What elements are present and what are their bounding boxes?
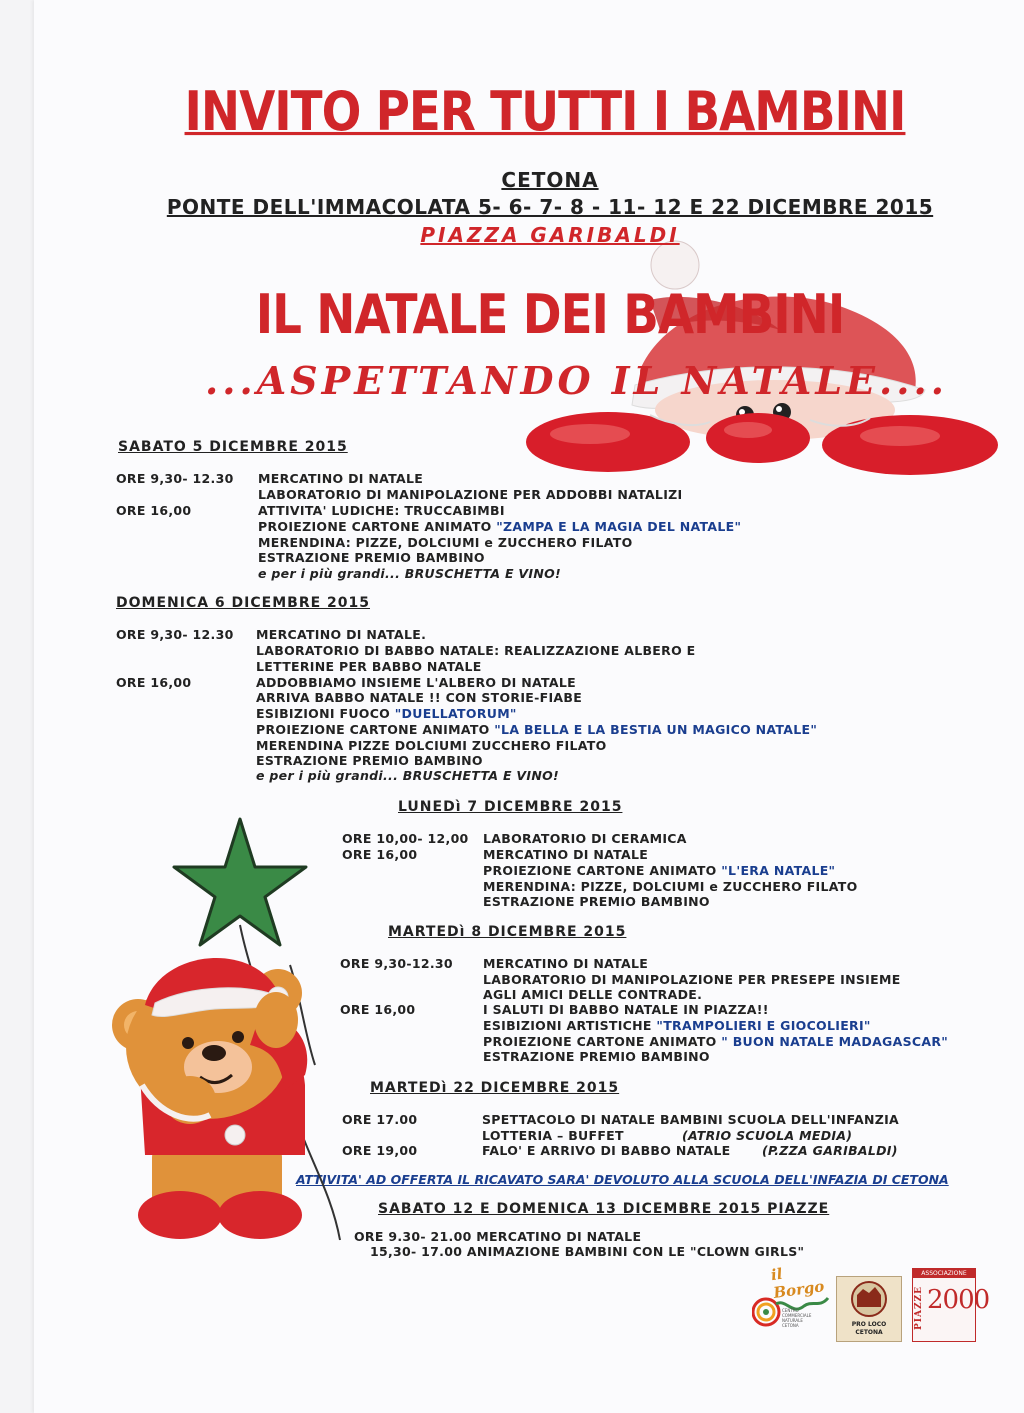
activity-line: ARRIVA BABBO NATALE !! CON STORIE-FIABE — [256, 690, 583, 705]
activity-line: ESTRAZIONE PREMIO BAMBINO — [483, 1049, 710, 1064]
activity-line: LABORATORIO DI MANIPOLAZIONE PER ADDOBBI NATALIZI — [258, 487, 683, 502]
activity-line: ATTIVITA' LUDICHE: TRUCCABIMBI — [258, 503, 505, 518]
teddy-bear-illustration — [100, 815, 360, 1255]
activity-line: PROIEZIONE CARTONE ANIMATO "LA BELLA E LA BESTIA UN MAGICO NATALE" — [256, 722, 818, 737]
piazze-2000-logo — [912, 1268, 990, 1342]
activity-line: MERENDINA: PIZZE, DOLCIUMI e ZUCCHERO FILATO — [483, 879, 858, 894]
pro-loco-emblem-icon — [837, 1277, 901, 1323]
activity-line: MERENDINA: PIZZE, DOLCIUMI e ZUCCHERO FILATO — [258, 535, 633, 550]
borgo-name: il Borgo — [769, 1264, 826, 1302]
activity-line: MERENDINA PIZZE DOLCIUMI ZUCCHERO FILATO — [256, 738, 607, 753]
poster-title: INVITO PER TUTTI I BAMBINI — [184, 80, 906, 144]
activity-line: FALO' E ARRIVO DI BABBO NATALE — [482, 1143, 731, 1158]
time-slot: ORE 17.00 — [342, 1112, 418, 1127]
section-heading-sat5: SABATO 5 DICEMBRE 2015 — [118, 439, 348, 455]
time-slot: ORE 9,30- 12.30 — [116, 471, 234, 486]
section-heading-sun6: DOMENICA 6 DICEMBRE 2015 — [116, 595, 370, 611]
activity-line: ESIBIZIONI FUOCO "DUELLATORUM" — [256, 706, 517, 721]
activity-line: PROIEZIONE CARTONE ANIMATO " BUON NATALE MADAGASCAR" — [483, 1034, 949, 1049]
time-slot: ORE 9,30-12.30 — [340, 956, 453, 971]
section-heading-weekend: SABATO 12 E DOMENICA 13 DICEMBRE 2015 PIAZZE — [378, 1201, 830, 1217]
activity-line: LABORATORIO DI MANIPOLAZIONE PER PRESEPE INSIEME — [483, 972, 901, 987]
activity-line: SPETTACOLO DI NATALE BAMBINI SCUOLA DELL'INFANZIA — [482, 1112, 900, 1127]
activity-line: MERCATINO DI NATALE — [483, 956, 649, 971]
activity-line: MERCATINO DI NATALE — [258, 471, 424, 486]
event-place: PIAZZA GARIBALDI — [420, 223, 680, 247]
section-heading-tue22: MARTEDì 22 DICEMBRE 2015 — [370, 1080, 620, 1096]
activity-line: ADDOBBIAMO INSIEME L'ALBERO DI NATALE — [256, 675, 576, 690]
assoc-year: 2000 — [927, 1285, 990, 1315]
activity-line: MERCATINO DI NATALE. — [256, 627, 427, 642]
section-heading-tue8: MARTEDì 8 DICEMBRE 2015 — [388, 924, 627, 940]
event-title: IL NATALE DEI BAMBINI — [255, 283, 845, 347]
il-borgo-logo — [752, 1264, 832, 1340]
activity-location: (ATRIO SCUOLA MEDIA) — [682, 1128, 853, 1143]
assoc-label: ASSOCIAZIONE — [913, 1269, 975, 1278]
activity-line: LOTTERIA – BUFFET — [482, 1128, 624, 1143]
activity-line: I SALUTI DI BABBO NATALE IN PIAZZA!! — [483, 1002, 769, 1017]
activity-location: (P.ZZA GARIBALDI) — [762, 1143, 898, 1158]
activity-line: LABORATORIO DI BABBO NATALE: REALIZZAZIONE ALBERO E — [256, 643, 696, 658]
activity-line: 15,30- 17.00 ANIMAZIONE BAMBINI CON LE "CLOWN GIRLS" — [370, 1244, 805, 1259]
activity-line: ESTRAZIONE PREMIO BAMBINO — [258, 550, 485, 565]
event-tagline: ...ASPETTANDO IL NATALE.... — [205, 358, 948, 403]
activity-line: ESIBIZIONI ARTISTICHE "TRAMPOLIERI E GIOCOLIERI" — [483, 1018, 871, 1033]
time-slot: ORE 9,30- 12.30 — [116, 627, 234, 642]
activity-line: PROIEZIONE CARTONE ANIMATO "L'ERA NATALE" — [483, 863, 836, 878]
time-slot: ORE 10,00- 12,00 — [342, 831, 469, 846]
town-name: CETONA — [501, 168, 599, 192]
time-slot: ORE 19,00 — [342, 1143, 418, 1158]
activity-line: e per i più grandi... BRUSCHETTA E VINO! — [258, 566, 562, 581]
pro-loco-label: PRO LOCO CETONA — [851, 1321, 887, 1336]
activity-line: LETTERINE PER BABBO NATALE — [256, 659, 482, 674]
time-slot: ORE 16,00 — [342, 847, 418, 862]
activity-line: ORE 9.30- 21.00 MERCATINO DI NATALE — [354, 1229, 642, 1244]
pro-loco-logo — [836, 1276, 902, 1342]
activity-line: ESTRAZIONE PREMIO BAMBINO — [256, 753, 483, 768]
activity-line: PROIEZIONE CARTONE ANIMATO "ZAMPA E LA MAGIA DEL NATALE" — [258, 519, 742, 534]
borgo-subtitle: CENTRO COMMERCIALE NATURALE CETONA — [782, 1308, 812, 1328]
assoc-side-label: PIAZZE — [913, 1286, 924, 1330]
activity-line: e per i più grandi... BRUSCHETTA E VINO! — [256, 768, 560, 783]
time-slot: ORE 16,00 — [340, 1002, 416, 1017]
activity-line: MERCATINO DI NATALE — [483, 847, 649, 862]
section-heading-mon7: LUNEDì 7 DICEMBRE 2015 — [398, 799, 623, 815]
time-slot: ORE 16,00 — [116, 503, 192, 518]
activity-line: AGLI AMICI DELLE CONTRADE. — [483, 987, 703, 1002]
time-slot: ORE 16,00 — [116, 675, 192, 690]
activity-line: LABORATORIO DI CERAMICA — [483, 831, 687, 846]
donation-note: ATTIVITA' AD OFFERTA IL RICAVATO SARA' DEVOLUTO ALLA SCUOLA DELL'INFAZIA DI CETONA — [296, 1172, 949, 1187]
activity-line: ESTRAZIONE PREMIO BAMBINO — [483, 894, 710, 909]
event-dates: PONTE DELL'IMMACOLATA 5- 6- 7- 8 - 11- 12 E 22 DICEMBRE 2015 — [166, 195, 934, 219]
